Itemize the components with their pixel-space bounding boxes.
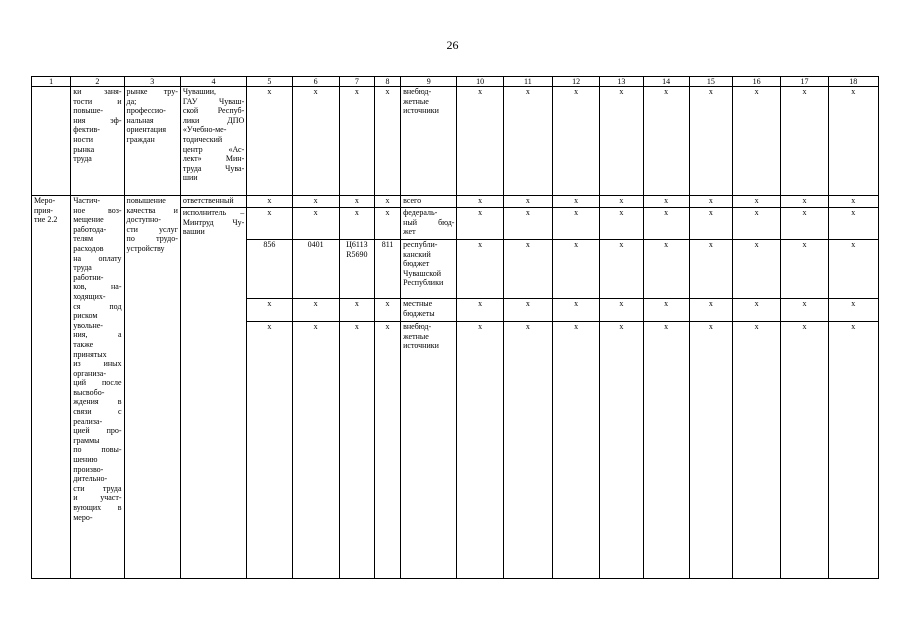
program-description-cell-line: ния эф- — [73, 115, 122, 125]
value-cell: x — [733, 87, 781, 196]
funding-source-cell — [401, 299, 457, 322]
measure-description-cell-line: связи с — [73, 407, 122, 417]
table-row — [32, 196, 879, 208]
column-number: 7 — [339, 77, 374, 87]
value-cell: x — [733, 208, 781, 240]
goal-cell-line: профессио- — [126, 106, 166, 116]
measure-description-cell-line: ное воз- — [73, 205, 122, 215]
goal-cell-line: ориентация — [126, 125, 167, 135]
responsible-cell-line: тодический — [182, 134, 223, 144]
column-number: 13 — [600, 77, 643, 87]
header-row — [32, 77, 879, 87]
budget-table — [31, 76, 879, 579]
col1-empty — [32, 87, 71, 196]
measure-description-cell-line: сти труда — [73, 483, 122, 493]
funding-source-cell-line: жет — [403, 227, 416, 237]
measure-description-cell-line: из иных — [73, 359, 122, 369]
value-cell: x — [643, 322, 689, 579]
measure-description-cell — [71, 196, 124, 579]
value-cell: x — [457, 299, 503, 322]
value-cell: x — [457, 196, 503, 208]
code-cell: x — [374, 322, 400, 579]
goal-cell-line: граждан — [126, 134, 155, 144]
program-description-cell-line: ки заня- — [73, 87, 122, 96]
measure-description-cell-line: телям — [73, 234, 93, 244]
value-cell: x — [457, 240, 503, 299]
measure-description-cell-line: организа- — [73, 368, 106, 378]
column-number: 3 — [124, 77, 180, 87]
value-cell: x — [781, 196, 828, 208]
value-cell: x — [503, 299, 552, 322]
column-number: 18 — [828, 77, 878, 87]
measure-description-cell-line: увольне- — [73, 320, 103, 330]
value-cell: x — [643, 196, 689, 208]
measure-description-cell-line: также — [73, 339, 94, 349]
value-cell: x — [503, 240, 552, 299]
code-cell: x — [339, 299, 374, 322]
code-cell: x — [374, 196, 400, 208]
measure-description-cell-line: ждения в — [73, 397, 122, 407]
value-cell: x — [503, 208, 552, 240]
program-description-cell-line: рынка — [73, 144, 95, 154]
value-cell: x — [553, 322, 600, 579]
funding-source-cell-line: бюджет — [403, 259, 430, 269]
program-description-cell — [71, 87, 124, 196]
value-cell: x — [643, 299, 689, 322]
value-cell: x — [600, 322, 643, 579]
program-description-cell-line: ности — [73, 134, 94, 144]
measure-title-cell — [32, 196, 71, 579]
value-cell: x — [828, 208, 878, 240]
responsible-cell-line: ГАУ Чуваш- — [182, 96, 245, 106]
column-number: 16 — [733, 77, 781, 87]
measure-description-cell-line: шению — [73, 455, 98, 465]
value-cell: x — [600, 87, 643, 196]
code-cell: x — [247, 208, 292, 240]
value-cell: x — [457, 208, 503, 240]
value-cell: x — [553, 196, 600, 208]
value-cell: x — [689, 299, 732, 322]
value-cell: x — [643, 87, 689, 196]
code-cell-line: Ц611З — [346, 240, 368, 249]
value-cell: x — [828, 87, 878, 196]
funding-source-cell — [401, 196, 457, 208]
responsible-cell-line: центр «Ас- — [182, 144, 245, 154]
goal-cell — [124, 87, 180, 196]
responsible-cell-line: лики ДПО — [182, 115, 245, 125]
value-cell: x — [828, 299, 878, 322]
measure-goal-cell-line: по трудо- — [126, 234, 178, 244]
funding-source-cell-line: республи- — [403, 240, 438, 249]
measure-goal-cell — [124, 196, 180, 579]
measure-goal-cell-line: качества и — [126, 205, 178, 215]
value-cell: x — [457, 322, 503, 579]
measure-description-cell-line: Частич- — [73, 196, 100, 205]
code-cell — [339, 240, 374, 299]
code-cell: x — [247, 322, 292, 579]
measure-goal-cell-line: доступно- — [126, 215, 161, 225]
measure-description-cell-line: меро- — [73, 512, 93, 522]
measure-description-cell-line: ций после — [73, 378, 122, 388]
program-description-cell-line: повыше- — [73, 106, 104, 116]
measure-title-cell-line: прия- — [34, 205, 53, 215]
value-cell: x — [733, 322, 781, 579]
column-number: 10 — [457, 77, 503, 87]
program-description-cell-line: тости и — [73, 96, 122, 106]
goal-cell-line: рынке тру- — [126, 87, 178, 96]
value-cell: x — [689, 240, 732, 299]
value-cell: x — [733, 240, 781, 299]
column-number: 11 — [503, 77, 552, 87]
program-description-cell-line: труда — [73, 154, 92, 164]
code-cell: x — [374, 208, 400, 240]
responsible-cell-line: исполнитель – — [182, 208, 245, 217]
code-cell: x — [247, 299, 292, 322]
column-number: 9 — [401, 77, 457, 87]
value-cell: x — [503, 196, 552, 208]
value-cell: x — [689, 208, 732, 240]
funding-source-cell-line: местные — [403, 299, 433, 308]
funding-source-cell-line: источники — [403, 341, 439, 351]
measure-title-cell-line: тие 2.2 — [34, 215, 58, 225]
goal-cell-line: да; — [126, 96, 137, 106]
code-cell-line: R5690 — [346, 249, 368, 259]
measure-description-cell-line: риском — [73, 311, 98, 321]
measure-description-cell-line: труда — [73, 263, 92, 273]
code-cell: x — [292, 196, 339, 208]
measure-goal-cell-line: устройству — [126, 243, 165, 253]
table-row — [32, 87, 879, 196]
responsible-cell-line: лект» Мин- — [182, 154, 245, 164]
column-number: 12 — [553, 77, 600, 87]
measure-description-cell-line: произво- — [73, 464, 104, 474]
measure-description-cell-line: дительно- — [73, 474, 108, 484]
page-number: 26 — [446, 38, 459, 52]
measure-description-cell-line: работни- — [73, 272, 104, 282]
value-cell: x — [553, 299, 600, 322]
value-cell: x — [828, 196, 878, 208]
funding-source-cell-line: жетные — [403, 96, 429, 106]
value-cell: x — [781, 322, 828, 579]
funding-source-cell-line: внебюд- — [403, 322, 432, 331]
responsible-cell-line: вашии — [182, 227, 205, 237]
code-cell: x — [247, 87, 292, 196]
responsible-cell-line: «Учебно-ме- — [182, 125, 227, 135]
measure-title-cell-line: Меро- — [34, 196, 56, 205]
value-cell: x — [553, 87, 600, 196]
measure-description-cell-line: ходящих- — [73, 291, 106, 301]
value-cell: x — [733, 196, 781, 208]
code-cell: x — [339, 196, 374, 208]
value-cell: x — [689, 196, 732, 208]
funding-source-cell — [401, 208, 457, 240]
responsible-cell-line: ответственный — [182, 196, 234, 205]
measure-description-cell-line: принятых — [73, 349, 107, 359]
measure-description-cell-line: по повы- — [73, 445, 122, 455]
value-cell: x — [689, 87, 732, 196]
column-number: 2 — [71, 77, 124, 87]
value-cell: x — [828, 322, 878, 579]
column-number: 14 — [643, 77, 689, 87]
measure-description-cell-line: ся под — [73, 301, 122, 311]
value-cell: x — [643, 208, 689, 240]
value-cell: x — [600, 240, 643, 299]
responsible-cell-line: ской Респуб- — [182, 106, 245, 116]
code-cell: x — [292, 87, 339, 196]
funding-source-cell-line: федераль- — [403, 208, 438, 217]
responsible-cell — [180, 87, 246, 196]
measure-description-cell-line: на оплату — [73, 253, 122, 263]
code-cell: x — [339, 208, 374, 240]
funding-source-cell-line: внебюд- — [403, 87, 432, 96]
value-cell: x — [553, 240, 600, 299]
column-number: 17 — [781, 77, 828, 87]
funding-source-cell-line: всего — [403, 196, 422, 205]
value-cell: x — [553, 208, 600, 240]
value-cell: x — [503, 322, 552, 579]
measure-description-cell-line: расходов — [73, 243, 104, 253]
measure-description-cell-line: цией про- — [73, 426, 122, 436]
responsible-cell-line: труда Чува- — [182, 163, 245, 173]
value-cell: x — [600, 196, 643, 208]
code-cell: x — [374, 299, 400, 322]
value-cell: x — [828, 240, 878, 299]
column-number: 8 — [374, 77, 400, 87]
value-cell: x — [457, 87, 503, 196]
column-number: 4 — [180, 77, 246, 87]
measure-description-cell-line: мещение — [73, 215, 104, 225]
value-cell: x — [600, 208, 643, 240]
measure-description-cell-line: высвобо- — [73, 387, 105, 397]
funding-source-cell — [401, 322, 457, 579]
responsible-cell — [180, 196, 246, 208]
measure-goal-cell-line: сти услуг — [126, 224, 178, 234]
funding-source-cell-line: бюджеты — [403, 308, 435, 318]
goal-cell-line: нальная — [126, 115, 154, 125]
measure-description-cell-line: ков, на- — [73, 282, 122, 292]
measure-description-cell-line: реализа- — [73, 416, 103, 426]
measure-description-cell-line: граммы — [73, 435, 100, 445]
value-cell: x — [781, 299, 828, 322]
measure-description-cell-line: вующих в — [73, 503, 122, 512]
column-number: 15 — [689, 77, 732, 87]
value-cell: x — [643, 240, 689, 299]
measure-goal-cell-line: повышение — [126, 196, 166, 205]
responsible-cell — [180, 208, 246, 579]
code-cell: x — [374, 87, 400, 196]
code-cell: x — [292, 299, 339, 322]
value-cell: x — [600, 299, 643, 322]
funding-source-cell-line: ный бюд- — [403, 217, 455, 227]
code-cell: x — [292, 208, 339, 240]
column-number: 6 — [292, 77, 339, 87]
measure-description-cell-line: работода- — [73, 224, 107, 234]
funding-source-cell-line: жетные — [403, 331, 429, 341]
funding-source-cell-line: источники — [403, 106, 439, 116]
value-cell: x — [689, 322, 732, 579]
program-description-cell-line: фектив- — [73, 125, 100, 135]
responsible-cell-line: Минтруд Чу- — [182, 217, 245, 227]
code-cell: x — [339, 87, 374, 196]
code-cell: x — [339, 322, 374, 579]
funding-source-cell-line: Чувашской — [403, 268, 442, 278]
column-number: 1 — [32, 77, 71, 87]
code-cell: 856 — [247, 240, 292, 299]
responsible-cell-line: шии — [182, 173, 198, 183]
value-cell: x — [781, 240, 828, 299]
funding-source-cell-line: канский — [403, 249, 431, 259]
code-cell: x — [247, 196, 292, 208]
funding-source-cell-line: Республики — [403, 278, 444, 288]
code-cell: 0401 — [292, 240, 339, 299]
funding-source-cell — [401, 87, 457, 196]
code-cell: x — [292, 322, 339, 579]
value-cell: x — [781, 87, 828, 196]
code-cell: 811 — [374, 240, 400, 299]
measure-description-cell-line: и участ- — [73, 493, 122, 503]
value-cell: x — [733, 299, 781, 322]
value-cell: x — [781, 208, 828, 240]
responsible-cell-line: Чувашии, — [182, 87, 217, 96]
measure-description-cell-line: ния, а — [73, 330, 122, 340]
value-cell: x — [503, 87, 552, 196]
funding-source-cell — [401, 240, 457, 299]
column-number: 5 — [247, 77, 292, 87]
